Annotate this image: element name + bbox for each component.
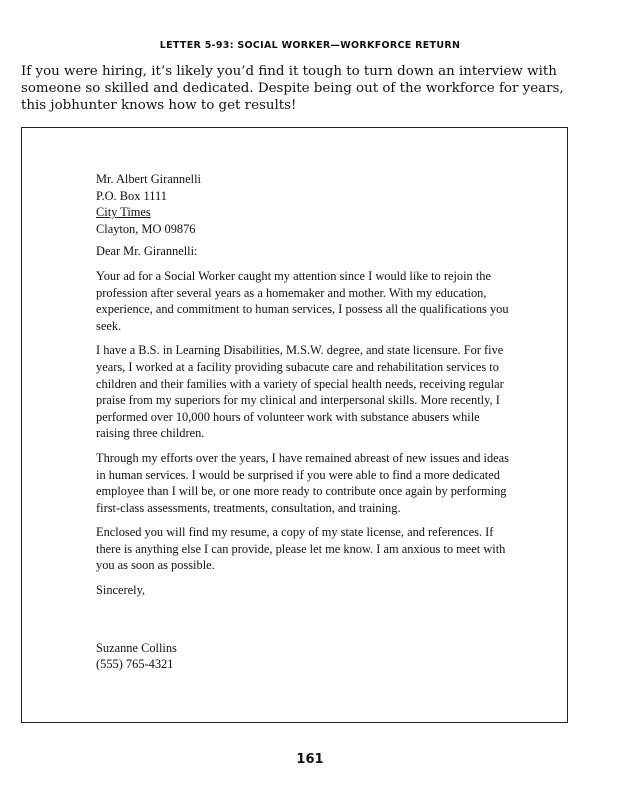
signer-name: Suzanne Collins	[96, 640, 177, 655]
closing: Sincerely,	[96, 583, 146, 598]
salutation: Dear Mr. Girannelli:	[96, 244, 198, 259]
letter-body	[96, 171, 516, 673]
recipient-address	[96, 171, 516, 237]
recipient-city: Clayton, MO 09876	[96, 221, 196, 236]
letter-heading: LETTER 5-93: SOCIAL WORKER—WORKFORCE RETURN	[159, 40, 461, 51]
page-number: 161	[296, 752, 324, 767]
paragraph-4: Enclosed you will find my resume, a copy of my state license, and references. If there is anything else I can provide, please let me know. I am anxious to meet with you as soon as possible.	[96, 525, 506, 573]
paragraph-1: Your ad for a Social Worker caught my attention since I would like to rejoin the profession after several years as a homemaker and mother. With my education, experience, and commitment to human services, I possess all the qualifications you seek.	[96, 268, 509, 333]
signature-space	[96, 607, 516, 640]
recipient-po-box: P.O. Box 1111	[96, 188, 167, 203]
signer-phone: (555) 765-4321	[96, 657, 174, 672]
intro-text: If you were hiring, it’s likely you’d find it tough to turn down an interview with someone so skilled and dedicated. Despite being out of the workforce for years, this jobhunter knows how to get results!	[21, 64, 564, 113]
paragraph-2: I have a B.S. in Learning Disabilities, M.S.W. degree, and state licensure. For five years, I worked at a facility providing subacute care and rehabilitation services to children and their families with a variety of special health needs, receiving regular praise from my superiors for my clinical and interpersonal skills. More recently, I performed over 10,000 hours of volunteer work with substance abusers while raising three children.	[96, 343, 504, 441]
recipient-publication: City Times	[96, 205, 151, 220]
paragraph-3: Through my efforts over the years, I have remained abreast of new issues and ideas in human services. I would be surprised if you were able to find a more dedicated employee than I will be, or one more ready to contribute once again by performing first-class assessments, treatments, consultation, and training.	[96, 450, 509, 515]
recipient-name: Mr. Albert Girannelli	[96, 172, 201, 186]
